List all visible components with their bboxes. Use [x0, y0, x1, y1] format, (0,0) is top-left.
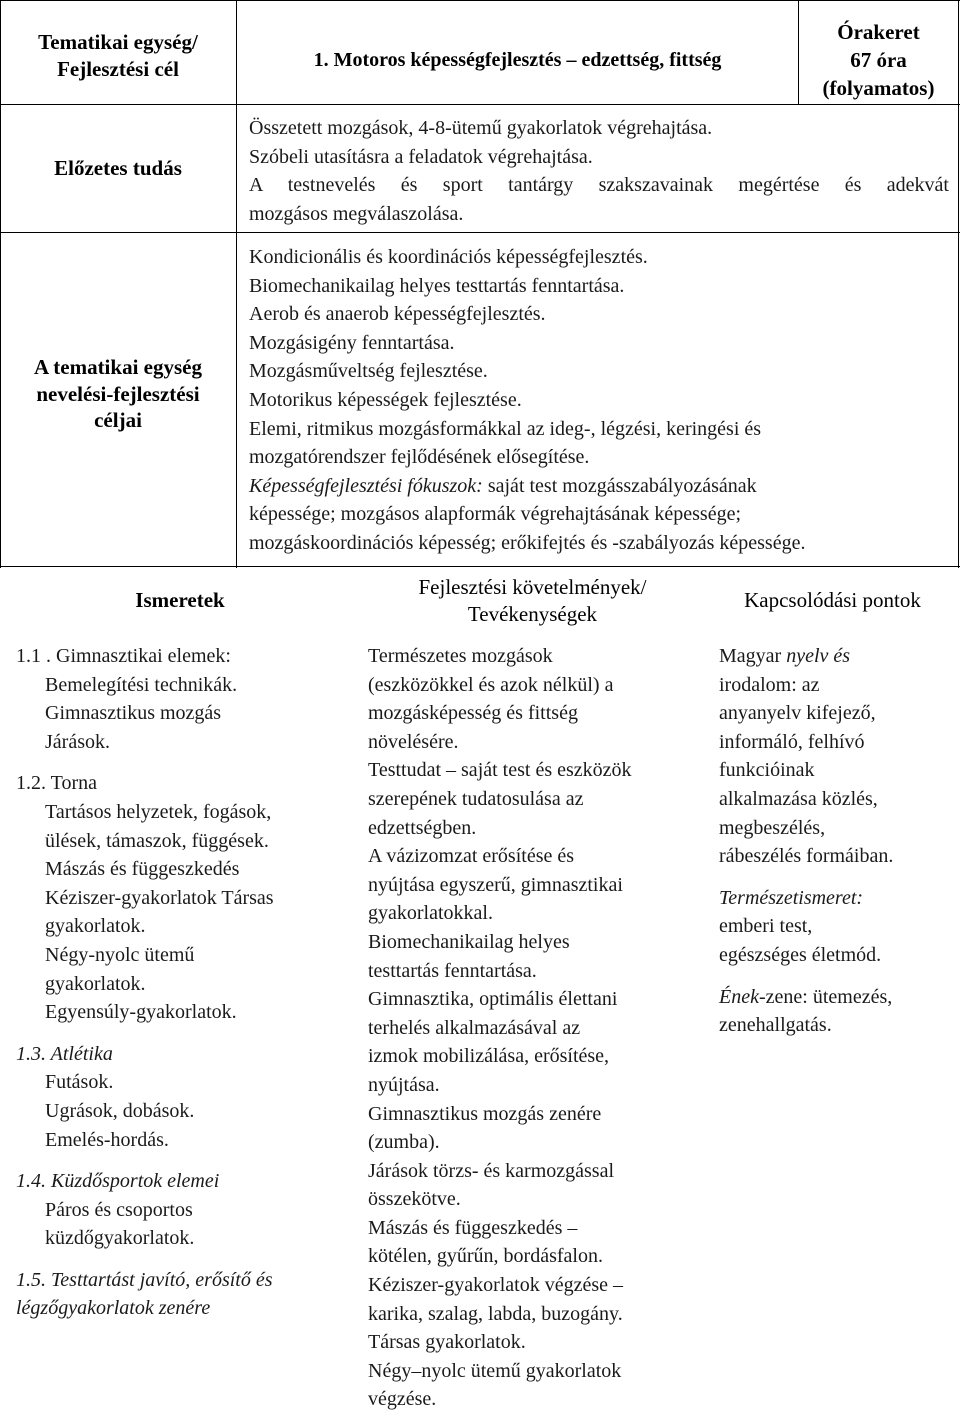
req-line-20: összekötve. — [368, 1188, 461, 1211]
connection-literature-a: Magyar — [719, 645, 787, 667]
torna-item-5: gyakorlatok. — [45, 915, 146, 938]
athletics-item-3: Emelés-hordás. — [45, 1128, 169, 1151]
req-line-8: A vázizomzat erősítése és — [368, 845, 575, 868]
req-line-6: szerepének tudatosulása az — [368, 787, 584, 810]
req-line-21: Mászás és függeszkedés – — [368, 1216, 578, 1239]
gymnastics-item-2: Gimnasztikus mozgás — [45, 702, 222, 725]
athletics-item-1: Futások. — [45, 1071, 114, 1094]
req-line-4: növelésére. — [368, 730, 459, 753]
connection-music-rest: -zene: ütemezés, — [758, 985, 893, 1008]
req-line-2: (eszközökkel és azok nélkül) a — [368, 673, 614, 696]
table-border-left — [0, 0, 1, 568]
req-line-10: gyakorlatokkal. — [368, 902, 493, 925]
req-line-9: nyújtása egyszerű, gimnasztikai — [368, 873, 623, 896]
section-combat-heading: 1.4. Küzdősportok elemei — [16, 1170, 220, 1193]
requirements-column — [368, 642, 703, 1414]
req-line-12: testtartás fenntartása. — [368, 959, 537, 982]
connection-science-label: Természetismeret: — [719, 886, 864, 909]
focus-label: Képességfejlesztési fókuszok: — [249, 474, 483, 497]
torna-item-3: Mászás és függeszkedés — [45, 858, 240, 881]
goal-line-8: mozgatórendszer fejlődésének elősegítése. — [249, 446, 590, 469]
connections-column-header: Kapcsolódási pontok — [744, 588, 921, 612]
req-line-27: végzése. — [368, 1388, 437, 1411]
goal-line-2: Biomechanikailag helyes testtartás fenntartása. — [249, 274, 625, 297]
req-line-19: Járások törzs- és karmozgással — [368, 1159, 615, 1182]
focus-rest: saját test mozgásszabályozásának — [482, 474, 757, 497]
table-row-divider-1 — [0, 104, 960, 105]
req-line-25: Társas gyakorlatok. — [368, 1331, 526, 1354]
table-divider-left-column — [236, 0, 237, 568]
unit-label-line-1: Tematikai egység/ — [38, 30, 198, 54]
requirements-header-line-1: Fejlesztési követelmények/ — [418, 575, 647, 599]
connection-music-label: Ének — [719, 985, 759, 1008]
req-line-1: Természetes mozgások — [368, 645, 553, 667]
goals-label — [0, 354, 236, 434]
focus-line-2: képessége; mozgásos alapformák végrehajtásának képessége; — [249, 503, 742, 526]
unit-label-line-2: Fejlesztési cél — [57, 56, 179, 81]
connection-music-line-2: zenehallgatás. — [719, 1014, 832, 1037]
focus-line-1 — [249, 472, 949, 501]
req-line-5: Testtudat – saját test és eszközök — [368, 759, 632, 782]
prior-line-2: Szóbeli utasításra a feladatok végrehajtása. — [249, 145, 593, 168]
combat-item-1: Páros és csoportos — [45, 1198, 193, 1221]
prior-line-1: Összetett mozgások, 4-8-ütemű gyakorlatok végrehajtása. — [249, 117, 713, 139]
table-row-divider-2 — [0, 232, 960, 233]
torna-item-6: Négy-nyolc ütemű — [45, 943, 195, 966]
connection-science-line-1: emberi test, — [719, 915, 813, 938]
section-posture-heading-line-2: légzőgyakorlatok zenére — [16, 1297, 211, 1320]
connection-literature-b: nyelv és — [786, 645, 851, 667]
torna-item-4: Kéziszer-gyakorlatok Társas — [45, 886, 274, 909]
req-line-24: karika, szalag, labda, buzogány. — [368, 1302, 623, 1325]
athletics-item-2: Ugrások, dobások. — [45, 1099, 195, 1122]
goals-text — [249, 243, 949, 558]
connection-literature-line-5: funkcióinak — [719, 759, 815, 782]
req-line-22: kötélen, gyűrűn, bordásfalon. — [368, 1245, 603, 1268]
connection-literature-line-6: alkalmazása közlés, — [719, 787, 878, 810]
req-line-16: nyújtása. — [368, 1073, 440, 1096]
req-line-17: Gimnasztikus mozgás zenére — [368, 1102, 602, 1125]
prior-knowledge-text — [249, 114, 949, 228]
combat-item-2: küzdőgyakorlatok. — [45, 1227, 195, 1250]
gymnastics-item-3: Járások. — [45, 730, 110, 753]
goals-label-line-2: nevelési-fejlesztési — [36, 381, 200, 406]
section-posture-heading-line-1: 1.5. Testtartást javító, erősítő és — [16, 1268, 273, 1291]
req-line-7: edzettségben. — [368, 816, 477, 839]
goal-line-4: Mozgásigény fenntartása. — [249, 331, 455, 354]
req-line-18: (zumba). — [368, 1131, 440, 1154]
req-line-23: Kéziszer-gyakorlatok végzése – — [368, 1274, 624, 1297]
goals-label-line-1: A tematikai egység — [34, 355, 202, 379]
knowledge-column-header: Ismeretek — [135, 588, 225, 612]
time-frame-note: (folyamatos) — [822, 76, 935, 100]
torna-item-1: Tartásos helyzetek, fogások, — [45, 800, 272, 823]
knowledge-column — [16, 642, 356, 1323]
goal-line-7: Elemi, ritmikus mozgásformákkal az ideg-, légzési, keringési és — [249, 417, 762, 440]
connection-science-line-2: egészséges életmód. — [719, 943, 882, 966]
section-torna-heading: 1.2. Torna — [16, 772, 97, 795]
time-frame — [799, 18, 958, 102]
goal-line-6: Motorikus képességek fejlesztése. — [249, 388, 522, 411]
prior-knowledge-label: Előzetes tudás — [54, 156, 182, 180]
requirements-header-line-2: Tevékenységek — [467, 601, 598, 626]
prior-line-4: mozgásos megválaszolása. — [249, 202, 464, 225]
req-line-3: mozgásképesség és fittség — [368, 702, 578, 725]
torna-item-7: gyakorlatok. — [45, 972, 146, 995]
connection-literature-line-4: informáló, felhívó — [719, 730, 865, 753]
goal-line-5: Mozgásműveltség fejlesztése. — [249, 360, 488, 383]
section-athletics-heading: 1.3. Atlétika — [16, 1042, 113, 1065]
goals-label-line-3: céljai — [94, 408, 142, 432]
focus-line-3: mozgáskoordinációs képesség; erőkifejtés és -szabályozás képessége. — [249, 531, 806, 554]
requirements-column-header — [360, 574, 705, 627]
unit-title: 1. Motoros képességfejlesztés – edzettség, fittség — [313, 49, 722, 71]
goal-line-3: Aerob és anaerob képességfejlesztés. — [249, 303, 546, 326]
torna-item-2: ülések, támaszok, függések. — [45, 829, 269, 852]
unit-label — [0, 29, 236, 82]
gymnastics-item-1: Bemelegítési technikák. — [45, 673, 238, 696]
connection-literature-line-7: megbeszélés, — [719, 816, 826, 839]
req-line-14: terhelés alkalmazásával az — [368, 1016, 581, 1039]
table-border-right — [958, 0, 959, 568]
req-line-26: Négy–nyolc ütemű gyakorlatok — [368, 1359, 622, 1382]
connection-literature-line-2: irodalom: az — [719, 673, 820, 696]
connection-literature-line-8: rábeszélés formáiban. — [719, 845, 894, 868]
torna-item-8: Egyensúly-gyakorlatok. — [45, 1001, 237, 1024]
prior-line-3: A testnevelés és sport tantárgy szakszavainak megértése és adekvát — [249, 174, 949, 197]
connection-literature-line-3: anyanyelv kifejező, — [719, 702, 876, 725]
table-row-divider-3 — [0, 566, 960, 567]
time-frame-hours: 67 óra — [850, 48, 907, 72]
connection-music-line-1 — [719, 983, 957, 1012]
req-line-15: izmok mobilizálása, erősítése, — [368, 1045, 610, 1068]
table-border-top — [0, 0, 960, 1]
connection-literature-line-1 — [719, 642, 957, 671]
connections-column — [719, 642, 957, 1040]
goal-line-1: Kondicionális és koordinációs képességfejlesztés. — [249, 246, 648, 268]
time-frame-label: Órakeret — [837, 20, 920, 44]
section-gymnastics-heading: 1.1 . Gimnasztikai elemek: — [16, 645, 231, 667]
req-line-11: Biomechanikailag helyes — [368, 930, 570, 953]
req-line-13: Gimnasztika, optimális élettani — [368, 988, 618, 1011]
